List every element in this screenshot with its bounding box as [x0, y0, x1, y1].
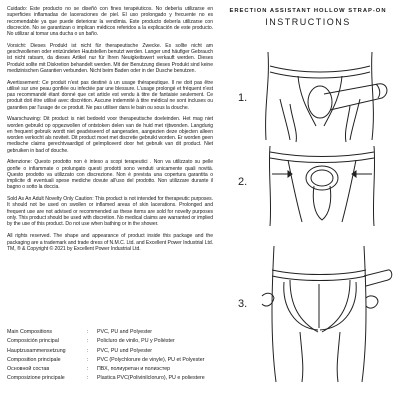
rights-notice: All rights reserved. The shape and appearance of product inside this package and the packaging are a trademark and trade dress of N.M.C. Ltd. and Excellent Power Industrial Ltd. TM, ® & Copyright © 2021 by Excellent Power Industrial Ltd. [7, 233, 213, 252]
instructions-column [222, 6, 394, 27]
composition-label: Composición principal [7, 338, 59, 345]
composition-label: Main Compositions [7, 329, 53, 335]
step-1-illustration [260, 44, 394, 144]
composition-label: Composition principale [7, 356, 61, 363]
composition-row: Main Compositions : PVC, PU and Polyester [7, 328, 213, 337]
composition-row: Composición principal : Policluro de vinilo, PU y Poliéster [7, 337, 213, 346]
warning-spanish: Cuidado: Este producto no se diseñó con fines terapéuticos. No debería utilizarse en superficies inflamadas de laceraciones de piel. El uso prolongado y frecuente no es recomendable ya que puede deteriorar la vendimia. Este producto debería utilizarse con discreción. No se garantizan o implican médicos referidos a la explicación de este producto. No utilizar al tomar una ducha o un baño. [7, 6, 213, 37]
composition-row: Основной состав : ПВХ, полиуретан и полиэстер [7, 365, 213, 374]
warning-german: Vorsicht: Dieses Produkt ist nicht für therapeutische Zwecke. Es sollte nicht am geschwollenen oder entzündeten Hautstellen benutzt werden. Langer und häufiger Gebrauch ist nicht ratsam, da dieses Artikel nur für Ihren Neuigkeitswert verkauft werden. Dieses Produkt sollte mit Diskretion behandelt werden. Mit der Benutzung dieses Produkt sind keine medizinischen Garantien verbunden. Nicht beim Baden oder in der Dusche benutzen. [7, 42, 213, 74]
warning-italian: Attenzione: Questo prodotto non è inteso a scopi terapeutici . Non va utilizzato su pelle gonfie o infiammate o prolungato questi prodotti sono venduti unicamente quali novità. Questo prodotto va utilizzato con discrezione. Non è prevista una copertura garantita o implicite di eventuali spese mediche dovute all'uso del prodotto. Non utilizzare durante il bagno o sotto la doccia. [7, 159, 213, 191]
composition-label: Composizione principale [7, 375, 65, 382]
warning-english: Sold As An Adult Novelty Only Caution: This product is not intended for therapeutic purposes. It should not be used on swollen or inflamed areas of skin lacerations. Prolonged and frequent use are not advised or recommended as these items are sold for novelty purposes only. This product should be used with discretion. No medical claims are warranted or implied by the use of this product. Do not use when bathing or in the shower. [7, 196, 213, 227]
step-number: 3. [238, 298, 248, 310]
composition-value: Plastica PVC(Polivinilcloruro), PU e poliestere [97, 375, 205, 382]
step-2-illustration [262, 140, 382, 230]
product-name: ERECTION ASSISTANT HOLLOW STRAP-ON [229, 8, 387, 14]
step-2 [222, 140, 394, 230]
composition-value: PVC, PU und Polyester [97, 347, 153, 354]
composition-value: PVC, PU and Polyester [97, 329, 153, 335]
composition-label: Hauptzusammensetzung [7, 347, 66, 354]
step-3 [222, 236, 394, 386]
step-number: 1. [238, 92, 248, 104]
instructions-title: INSTRUCTIONS [265, 17, 351, 27]
step-3-illustration [260, 236, 394, 386]
composition-label: Основной состав [7, 366, 50, 373]
warnings-column [7, 6, 213, 258]
warning-dutch: Waarschuwing: Dit product is niet bedoeld voor therapeutische doeleinden. Het mag niet worden gebruikt op opgezwollen of ontstoken delen van de huid met rijtwonden. Langdurig en frequent gebruik wordt niet geadviseerd of aangeraden, aangezien deze objecten alleen worden verkocht als noviteit. Dit product moet met discretie gebruikt worden. Er worden geen medische claims gerechtvaardigd of geïmpliceerd door het gebruik van dit product. Niet gebruiken in bad of douche. [7, 116, 213, 154]
composition-row: Composition principale : PVC (Polychlorure de vinyle), PU et Polyester [7, 356, 213, 365]
composition-value: ПВХ, полиуретан и полиэстер [97, 366, 171, 373]
composition-table [7, 328, 213, 384]
composition-row: Composizione principale : Plastica PVC(Polivinilcloruro), PU e poliestere [7, 374, 213, 383]
step-1 [222, 44, 394, 144]
composition-value: Policluro de vinilo, PU y Poliéster [97, 338, 175, 345]
composition-value: PVC (Polychlorure de vinyle), PU et Polyester [97, 356, 205, 363]
warning-french: Avertissement: Ce produit n'est pas destiné à un usage thérapeutique. Il ne doit pas être utilisé sur une peau gonflée ou infectée par une blessure. L'usage prolongé et fréquent n'est pas recommandé étant donné que cet article est vendu à titre de fantaisie seulement. Ce produit doit être utilisé avec discrétion. Aucune indemnité à titre médical ne sont incluses ou garanties par l'usage de ce produit. Ne pas utiliser dans le bain ou sous la douche. [7, 79, 213, 111]
step-number: 2. [238, 176, 248, 188]
composition-row: Hauptzusammensetzung : PVC, PU und Polyester [7, 347, 213, 356]
